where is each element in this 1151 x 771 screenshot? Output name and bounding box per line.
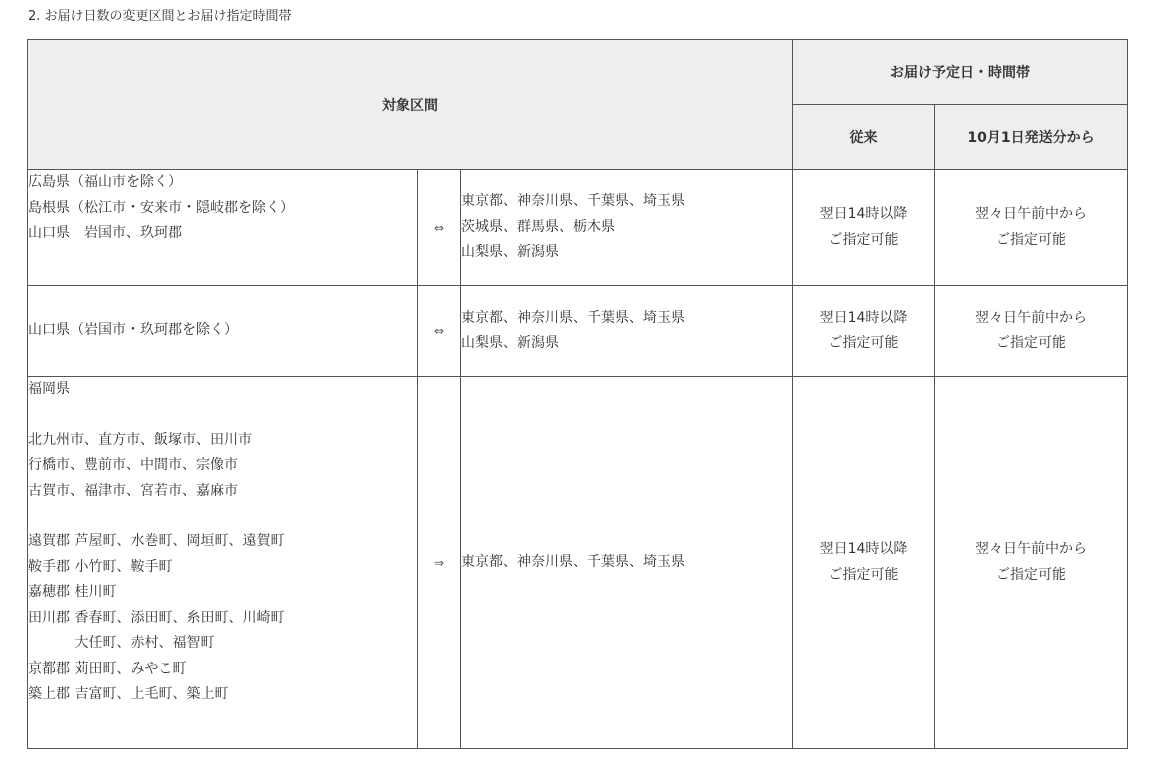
- new-time-cell: [935, 286, 1128, 377]
- header-delivery-schedule: お届け予定日・時間帯: [793, 40, 1128, 105]
- header-previous: 従来: [793, 105, 935, 170]
- delivery-change-table: [27, 39, 1128, 749]
- destination-line: 東京都、神奈川県、千葉県、埼玉県: [461, 193, 685, 209]
- origin-town-line: 田川郡 香春町、添田町、糸田町、川崎町: [28, 609, 285, 626]
- new-time-cell: [935, 170, 1128, 286]
- destination-line: 東京都、神奈川県、千葉県、埼玉県: [461, 553, 685, 570]
- previous-time-line: ご指定可能: [828, 566, 899, 583]
- origin-town-line: 鞍手郡 小竹町、鞍手町: [28, 558, 173, 575]
- origin-town-line: 嘉穂郡 桂川町: [28, 584, 117, 600]
- previous-time-line: 翌日14時以降: [819, 206, 908, 222]
- origin-line: 広島県（福山市を除く）: [28, 174, 182, 190]
- origin-city-line: 北九州市、直方市、飯塚市、田川市: [28, 431, 252, 448]
- origin-town-line: 遠賀郡 芦屋町、水巻町、岡垣町、遠賀町: [28, 533, 285, 549]
- origin-town-line: 築上郡 吉富町、上毛町、築上町: [28, 686, 229, 702]
- origin-city-line: 古賀市、福津市、宮若市、嘉麻市: [28, 482, 238, 499]
- destination-line: 東京都、神奈川県、千葉県、埼玉県: [461, 309, 685, 326]
- bidirectional-arrow-icon: ⇔: [418, 286, 461, 377]
- destination-line: 茨城県、群馬県、栃木県: [461, 218, 615, 235]
- new-time-line: 翌々日午前中から: [975, 541, 1087, 557]
- previous-time-cell: [793, 286, 935, 377]
- origin-town-line: 大任町、赤村、福智町: [28, 635, 215, 651]
- origin-line: 山口県（岩国市・玖珂郡を除く）: [28, 322, 238, 339]
- section-heading: 2. お届け日数の変更区間とお届け指定時間帯: [28, 9, 292, 24]
- origin-prefecture: 福岡県: [28, 381, 70, 397]
- origin-town-line: 京都郡 苅田町、みやこ町: [28, 660, 187, 677]
- origin-cell: [28, 286, 418, 377]
- previous-time-line: ご指定可能: [828, 335, 899, 351]
- destination-cell: [461, 286, 793, 377]
- previous-time-line: 翌日14時以降: [819, 541, 908, 557]
- origin-city-line: 行橋市、豊前市、中間市、宗像市: [28, 457, 238, 473]
- header-from-oct1: 10月1日発送分から: [935, 105, 1128, 170]
- destination-cell: [461, 170, 793, 286]
- destination-line: 山梨県、新潟県: [461, 335, 559, 351]
- new-time-line: ご指定可能: [996, 231, 1066, 248]
- origin-line: 島根県（松江市・安来市・隠岐郡を除く）: [28, 199, 294, 216]
- previous-time-line: 翌日14時以降: [819, 309, 908, 326]
- origin-line: 山口県 岩国市、玖珂郡: [28, 225, 182, 241]
- origin-cell: [28, 170, 418, 286]
- new-time-line: ご指定可能: [996, 566, 1066, 583]
- table-row: [28, 170, 1128, 286]
- table-row: [28, 286, 1128, 377]
- previous-time-cell: [793, 170, 935, 286]
- previous-time-cell: [793, 377, 935, 749]
- destination-cell: [461, 377, 793, 749]
- new-time-cell: [935, 377, 1128, 749]
- destination-line: 山梨県、新潟県: [461, 244, 559, 260]
- origin-cell: [28, 377, 418, 749]
- bidirectional-arrow-icon: ⇔: [418, 170, 461, 286]
- table-row: [28, 377, 1128, 749]
- new-time-line: 翌々日午前中から: [975, 206, 1087, 222]
- new-time-line: 翌々日午前中から: [975, 309, 1087, 326]
- header-target-section: 対象区間: [28, 40, 793, 170]
- previous-time-line: ご指定可能: [828, 231, 899, 248]
- right-arrow-icon: ⇒: [418, 377, 461, 749]
- new-time-line: ご指定可能: [996, 335, 1066, 351]
